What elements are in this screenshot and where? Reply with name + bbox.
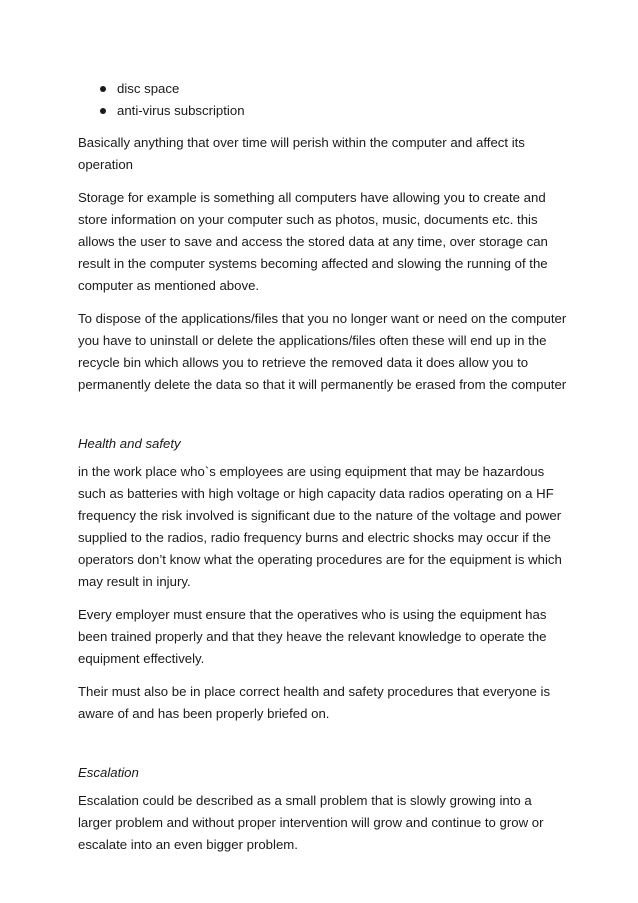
paragraph: Every employer must ensure that the operatives who is using the equipment has been trained properly and that they heave the relevant knowledge to operate the equipment effectively. xyxy=(78,607,547,666)
list-item xyxy=(117,100,568,122)
paragraph: Escalation could be described as a small problem that is slowly growing into a larger problem and without proper intervention will grow and continue to grow or escalate into an even bigger problem. xyxy=(78,793,544,852)
list-item-text: disc space xyxy=(117,81,180,96)
paragraph: Their must also be in place correct health and safety procedures that everyone is aware of and has been properly briefed on. xyxy=(78,684,551,721)
paragraph: To dispose of the applications/files that you no longer want or need on the computer you have to uninstall or delete the applications/files often these will end up in the recycle bin which allows you to retrieve the removed data it does allow you to permanently delete the data so that it will permanently be erased from the computer xyxy=(78,311,567,392)
bullet-icon xyxy=(100,108,106,114)
bullet-icon xyxy=(100,86,106,92)
paragraph: Basically anything that over time will perish within the computer and affect its operation xyxy=(78,135,525,172)
list-item-text: anti-virus subscription xyxy=(117,103,245,118)
paragraph: in the work place who`s employees are using equipment that may be hazardous such as batteries with high voltage or high capacity data radios operating on a HF frequency the risk involved is significant due to the nature of the voltage and power supplied to the radios, radio frequency burns and electric shocks may occur if the operators don’t know what the operating procedures are for the equipment is which may result in injury. xyxy=(78,464,562,589)
list-item xyxy=(117,78,568,100)
bullet-list xyxy=(78,78,568,122)
section-spacer xyxy=(78,407,568,433)
section-spacer xyxy=(78,736,568,762)
document-body xyxy=(78,78,568,867)
paragraph: Storage for example is something all computers have allowing you to create and store information on your computer such as photos, music, documents etc. this allows the user to save and access the stored data at any time, over storage can result in the computer systems becoming affected and slowing the running of the computer as mentioned above. xyxy=(78,190,548,293)
section-heading-health-safety: Health and safety xyxy=(78,436,181,451)
section-heading-escalation: Escalation xyxy=(78,765,139,780)
